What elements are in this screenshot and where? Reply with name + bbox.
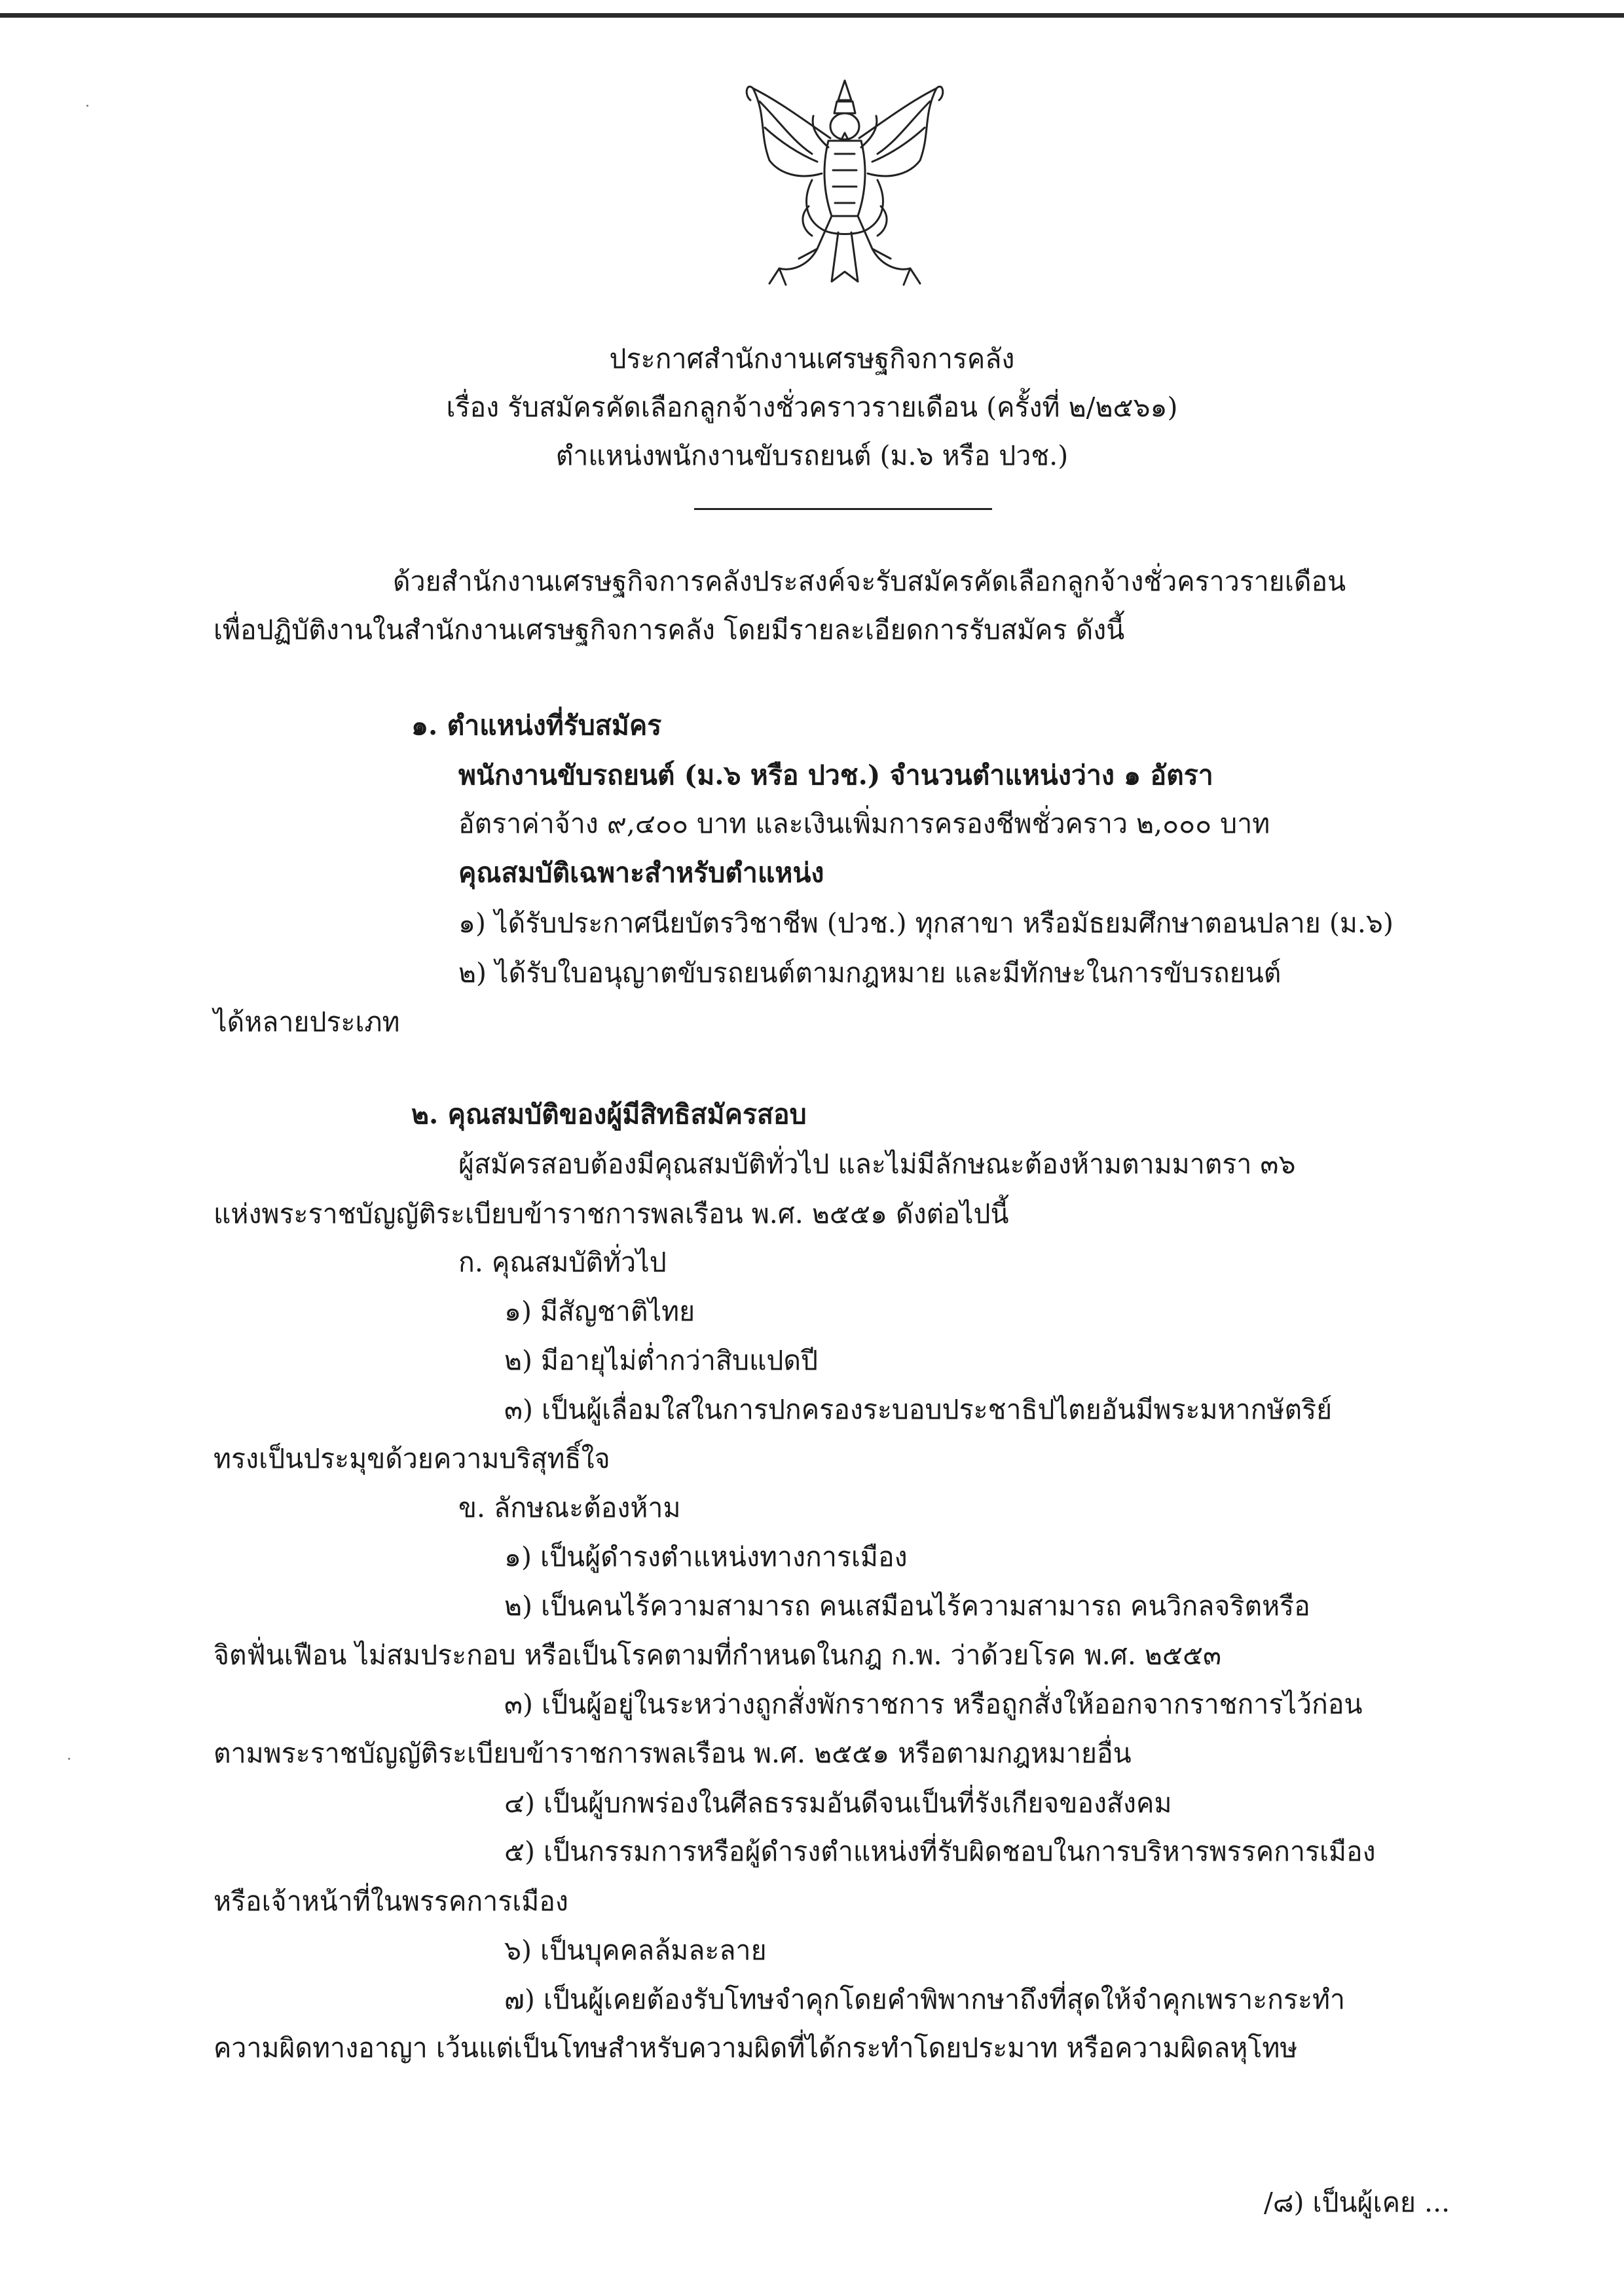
section-2-heading: ๒. คุณสมบัติของผู้มีสิทธิสมัครสอบ bbox=[411, 1099, 807, 1130]
prohibited-item-3: ๓) เป็นผู้อยู่ในระหว่างถูกสั่งพักราชการ หรือถูกสั่งให้ออกจากราชการไว้ก่อน bbox=[504, 1688, 1363, 1720]
general-item-3-cont: ทรงเป็นประมุขด้วยความบริสุทธิ์ใจ bbox=[213, 1443, 610, 1474]
title-divider bbox=[694, 508, 992, 510]
quals-heading: คุณสมบัติเฉพาะสำหรับตำแหน่ง bbox=[458, 857, 824, 888]
continuation-note: /๘) เป็นผู้เคย ... bbox=[1264, 2187, 1450, 2218]
title-line-1: ประกาศสำนักงานเศรษฐกิจการคลัง bbox=[609, 343, 1015, 374]
prohibited-item-5: ๕) เป็นกรรมการหรือผู้ดำรงตำแหน่งที่รับผิดชอบในการบริหารพรรคการเมือง bbox=[504, 1836, 1376, 1867]
prohibited-item-7-cont: ความผิดทางอาญา เว้นแต่เป็นโทษสำหรับความผิดที่ได้กระทำโดยประมาท หรือความผิดลหุโทษ bbox=[213, 2032, 1298, 2064]
scan-speck bbox=[68, 1758, 70, 1760]
garuda-emblem bbox=[740, 75, 950, 291]
section-2-intro-1: ผู้สมัครสอบต้องมีคุณสมบัติทั่วไป และไม่มีลักษณะต้องห้ามตามมาตรา ๓๖ bbox=[458, 1148, 1296, 1180]
section-2-intro-2: แห่งพระราชบัญญัติระเบียบข้าราชการพลเรือน พ.ศ. ๒๕๕๑ ดังต่อไปนี้ bbox=[213, 1198, 1009, 1230]
general-item-1: ๑) มีสัญชาติไทย bbox=[504, 1296, 695, 1327]
intro-line-1: ด้วยสำนักงานเศรษฐกิจการคลังประสงค์จะรับสมัครคัดเลือกลูกจ้างชั่วคราวรายเดือน bbox=[393, 566, 1346, 597]
prohibited-item-6: ๖) เป็นบุคคลล้มละลาย bbox=[504, 1935, 767, 1966]
prohibited-heading: ข. ลักษณะต้องห้าม bbox=[458, 1492, 681, 1523]
salary-line: อัตราค่าจ้าง ๙,๔๐๐ บาท และเงินเพิ่มการครองชีพชั่วคราว ๒,๐๐๐ บาท bbox=[458, 808, 1270, 839]
qual-item-2: ๒) ได้รับใบอนุญาตขับรถยนต์ตามกฎหมาย และมีทักษะในการขับรถยนต์ bbox=[458, 957, 1282, 989]
section-1-heading: ๑. ตำแหน่งที่รับสมัคร bbox=[411, 710, 662, 741]
prohibited-item-2: ๒) เป็นคนไร้ความสามารถ คนเสมือนไร้ความสามารถ คนวิกลจริตหรือ bbox=[504, 1590, 1310, 1622]
intro-line-2: เพื่อปฏิบัติงานในสำนักงานเศรษฐกิจการคลัง โดยมีรายละเอียดการรับสมัคร ดังนี้ bbox=[213, 614, 1125, 646]
title-line-3: ตำแหน่งพนักงานขับรถยนต์ (ม.๖ หรือ ปวช.) bbox=[555, 440, 1069, 471]
general-quals-heading: ก. คุณสมบัติทั่วไป bbox=[458, 1247, 667, 1278]
title-line-2: เรื่อง รับสมัครคัดเลือกลูกจ้างชั่วคราวรายเดือน (ครั้งที่ ๒/๒๕๖๑) bbox=[446, 392, 1178, 423]
general-item-2: ๒) มีอายุไม่ต่ำกว่าสิบแปดปี bbox=[504, 1345, 819, 1376]
prohibited-item-4: ๔) เป็นผู้บกพร่องในศีลธรรมอันดีจนเป็นที่รังเกียจของสังคม bbox=[504, 1787, 1172, 1819]
position-line: พนักงานขับรถยนต์ (ม.๖ หรือ ปวช.) จำนวนตำแหน่งว่าง ๑ อัตรา bbox=[458, 759, 1213, 791]
prohibited-item-1: ๑) เป็นผู้ดำรงตำแหน่งทางการเมือง bbox=[504, 1541, 908, 1573]
scan-speck bbox=[86, 105, 88, 107]
top-border-line bbox=[0, 13, 1624, 18]
prohibited-item-3-cont: ตามพระราชบัญญัติระเบียบข้าราชการพลเรือน พ.ศ. ๒๕๕๑ หรือตามกฎหมายอื่น bbox=[213, 1738, 1132, 1769]
qual-item-2-cont: ได้หลายประเภท bbox=[213, 1006, 400, 1038]
general-item-3: ๓) เป็นผู้เลื่อมใสในการปกครองระบอบประชาธิปไตยอันมีพระมหากษัตริย์ bbox=[504, 1394, 1333, 1425]
prohibited-item-5-cont: หรือเจ้าหน้าที่ในพรรคการเมือง bbox=[213, 1886, 568, 1917]
qual-item-1: ๑) ได้รับประกาศนียบัตรวิชาชีพ (ปวช.) ทุกสาขา หรือมัธยมศึกษาตอนปลาย (ม.๖) bbox=[458, 907, 1393, 939]
prohibited-item-2-cont: จิตฟั่นเฟือน ไม่สมประกอบ หรือเป็นโรคตามที่กำหนดในกฎ ก.พ. ว่าด้วยโรค พ.ศ. ๒๕๕๓ bbox=[213, 1639, 1222, 1671]
prohibited-item-7: ๗) เป็นผู้เคยต้องรับโทษจำคุกโดยคำพิพากษาถึงที่สุดให้จำคุกเพราะกระทำ bbox=[504, 1984, 1346, 2015]
